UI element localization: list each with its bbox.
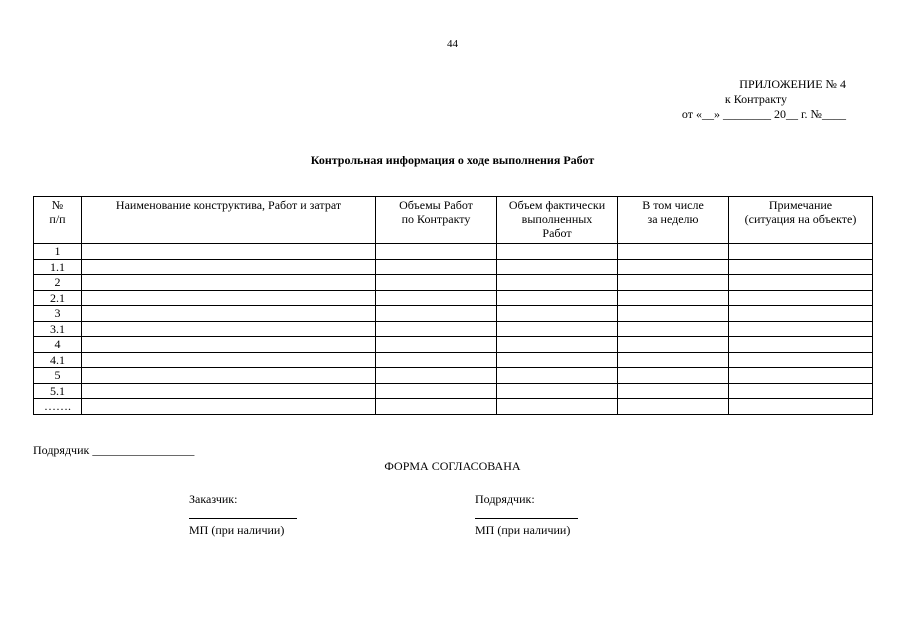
table-row (34, 368, 873, 384)
table-cell (729, 290, 873, 306)
table-row (34, 306, 873, 322)
table-cell (729, 244, 873, 260)
appendix-number: ПРИЛОЖЕНИЕ № 4 (739, 77, 846, 91)
table-row (34, 290, 873, 306)
table-cell (497, 368, 618, 384)
table-cell (729, 306, 873, 322)
table-cell (729, 321, 873, 337)
table-row (34, 259, 873, 275)
table-cell (376, 399, 497, 415)
table-cell (618, 383, 729, 399)
table-cell (618, 337, 729, 353)
table-row (34, 352, 873, 368)
table-cell (729, 399, 873, 415)
appendix-reference: к Контракту (724, 92, 787, 106)
table-cell (376, 352, 497, 368)
customer-label: Заказчик: (189, 492, 238, 506)
table-header-row (34, 197, 873, 244)
table-cell (497, 259, 618, 275)
table-cell (618, 306, 729, 322)
row-number-cell: 5.1 (34, 383, 82, 399)
table-cell (376, 368, 497, 384)
table-cell (82, 368, 376, 384)
table-cell (376, 290, 497, 306)
form-agreed-title: ФОРМА СОГЛАСОВАНА (384, 459, 521, 473)
table-cell (376, 259, 497, 275)
header-number: № п/п (34, 197, 82, 244)
table-cell (729, 337, 873, 353)
table-cell (618, 275, 729, 291)
table-cell (618, 399, 729, 415)
table-cell (376, 383, 497, 399)
table-cell (618, 244, 729, 260)
contractor-label: Подрядчик: (475, 492, 535, 506)
table-cell (618, 368, 729, 384)
table-cell (82, 321, 376, 337)
row-number-cell: 4.1 (34, 352, 82, 368)
customer-seal-note: МП (при наличии) (189, 523, 285, 537)
table-cell (497, 290, 618, 306)
table-cell (497, 352, 618, 368)
row-number-cell: 3.1 (34, 321, 82, 337)
table-cell (82, 275, 376, 291)
table-cell (618, 321, 729, 337)
table-body (34, 244, 873, 415)
row-number-cell: 5 (34, 368, 82, 384)
appendix-contract-date: от «__» ________ 20__ г. №____ (681, 107, 846, 121)
table-cell (729, 368, 873, 384)
header-weekly: В том числе за неделю (618, 197, 729, 244)
table-cell (82, 337, 376, 353)
table-cell (618, 352, 729, 368)
table-cell (376, 337, 497, 353)
contractor-seal-note: МП (при наличии) (475, 523, 571, 537)
table-cell (82, 244, 376, 260)
table-cell (497, 306, 618, 322)
table-cell (82, 352, 376, 368)
row-number-cell: 2 (34, 275, 82, 291)
table-cell (618, 290, 729, 306)
table-cell (82, 290, 376, 306)
row-number-cell: 3 (34, 306, 82, 322)
table-cell (497, 337, 618, 353)
table-cell (729, 259, 873, 275)
row-number-cell: 2.1 (34, 290, 82, 306)
table-cell (729, 275, 873, 291)
header-name: Наименование конструктива, Работ и затрат (82, 197, 376, 244)
table-cell (376, 321, 497, 337)
table-row (34, 399, 873, 415)
table-cell (497, 244, 618, 260)
table-row (34, 383, 873, 399)
row-number-cell: 1.1 (34, 259, 82, 275)
header-contract-volume: Объемы Работ по Контракту (376, 197, 497, 244)
header-actual-volume: Объем фактически выполненных Работ (497, 197, 618, 244)
table-row (34, 244, 873, 260)
table-cell (497, 321, 618, 337)
row-number-cell: 1 (34, 244, 82, 260)
table-cell (376, 306, 497, 322)
header-note: Примечание (ситуация на объекте) (729, 197, 873, 244)
table-cell (497, 275, 618, 291)
table-cell (376, 275, 497, 291)
table-cell (82, 306, 376, 322)
table-cell (82, 399, 376, 415)
table-cell (82, 259, 376, 275)
table-row (34, 275, 873, 291)
page-number: 44 (447, 38, 458, 50)
table-cell (618, 259, 729, 275)
table-cell (497, 383, 618, 399)
contractor-signature-line: Подрядчик _________________ (33, 443, 195, 457)
customer-signature-field (189, 518, 297, 519)
table-row (34, 321, 873, 337)
table-cell (729, 383, 873, 399)
table-cell (497, 399, 618, 415)
table-cell (376, 244, 497, 260)
row-number-cell: ……. (34, 399, 82, 415)
table-cell (82, 383, 376, 399)
progress-table (33, 196, 873, 415)
table-row (34, 337, 873, 353)
contractor-signature-field (475, 518, 578, 519)
document-title: Контрольная информация о ходе выполнения Работ (310, 153, 595, 167)
table-cell (729, 352, 873, 368)
row-number-cell: 4 (34, 337, 82, 353)
